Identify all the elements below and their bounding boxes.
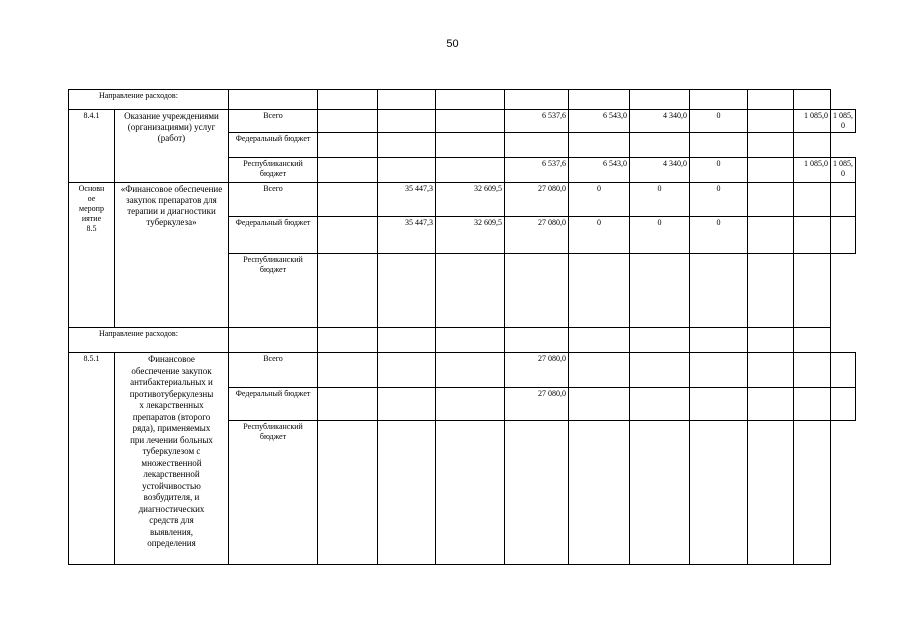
value-cell: 27 080,0 xyxy=(505,183,569,217)
source-label: Всего xyxy=(229,110,318,133)
source-label: Всего xyxy=(229,183,318,217)
value-cell: 0 xyxy=(630,217,690,254)
item-code: 8.5.1 xyxy=(69,353,115,565)
item-code: Основн ое меропр иятие 8.5 xyxy=(69,183,115,328)
value-cell: 27 080,0 xyxy=(505,353,569,388)
source-label: Федеральный бюджет xyxy=(229,133,318,158)
value-cell: 0 xyxy=(690,110,748,133)
value-cell: 1 085, 0 xyxy=(831,110,856,133)
value-cell: 6 537,6 xyxy=(505,158,569,183)
source-label: Всего xyxy=(229,353,318,388)
table-row xyxy=(69,110,856,133)
value-cell: 32 609,5 xyxy=(436,183,505,217)
value-cell: 0 xyxy=(569,183,630,217)
value-cell: 4 340,0 xyxy=(630,110,690,133)
value-cell: 27 080,0 xyxy=(505,217,569,254)
source-label: Республиканский бюджет xyxy=(229,421,318,565)
value-cell: 4 340,0 xyxy=(630,158,690,183)
source-label: Федеральный бюджет xyxy=(229,217,318,254)
direction-label: Направление расходов: xyxy=(69,90,229,110)
direction-row xyxy=(69,328,856,353)
item-code: 8.4.1 xyxy=(69,110,115,183)
value-cell: 0 xyxy=(690,217,748,254)
value-cell: 6 543,0 xyxy=(569,158,630,183)
source-label: Республиканский бюджет xyxy=(229,158,318,183)
source-label: Республиканский бюджет xyxy=(229,254,318,328)
item-name: «Финансовое обеспечение закупок препаратов для терапии и диагностики туберкулеза» xyxy=(115,183,229,328)
table-row xyxy=(69,183,856,217)
value-cell: 0 xyxy=(569,217,630,254)
value-cell: 0 xyxy=(690,158,748,183)
item-name: Финансовое обеспечение закупок антибактериальных и противотуберкулезны х лекарственных препаратов (второго ряда), применяемых при лечении больных туберкулезом с множественной лекарственной устойчивостью возбудителя, и диагностических средств для выявления, определения xyxy=(115,353,229,565)
value-cell: 0 xyxy=(630,183,690,217)
direction-label: Направление расходов: xyxy=(69,328,229,353)
budget-table xyxy=(68,89,856,565)
value-cell: 27 080,0 xyxy=(505,388,569,421)
value-cell: 32 609,5 xyxy=(436,217,505,254)
direction-row xyxy=(69,90,856,110)
value-cell: 1 085,0 xyxy=(794,110,831,133)
item-name: Оказание учреждениями (организациями) услуг (работ) xyxy=(115,110,229,183)
value-cell: 35 447,3 xyxy=(378,183,436,217)
source-label: Федеральный бюджет xyxy=(229,388,318,421)
value-cell: 1 085, 0 xyxy=(831,158,856,183)
value-cell: 6 543,0 xyxy=(569,110,630,133)
value-cell: 0 xyxy=(690,183,748,217)
value-cell: 6 537,6 xyxy=(505,110,569,133)
value-cell: 35 447,3 xyxy=(378,217,436,254)
value-cell: 1 085,0 xyxy=(794,158,831,183)
page-number: 50 xyxy=(446,38,459,50)
table-row xyxy=(69,353,856,388)
